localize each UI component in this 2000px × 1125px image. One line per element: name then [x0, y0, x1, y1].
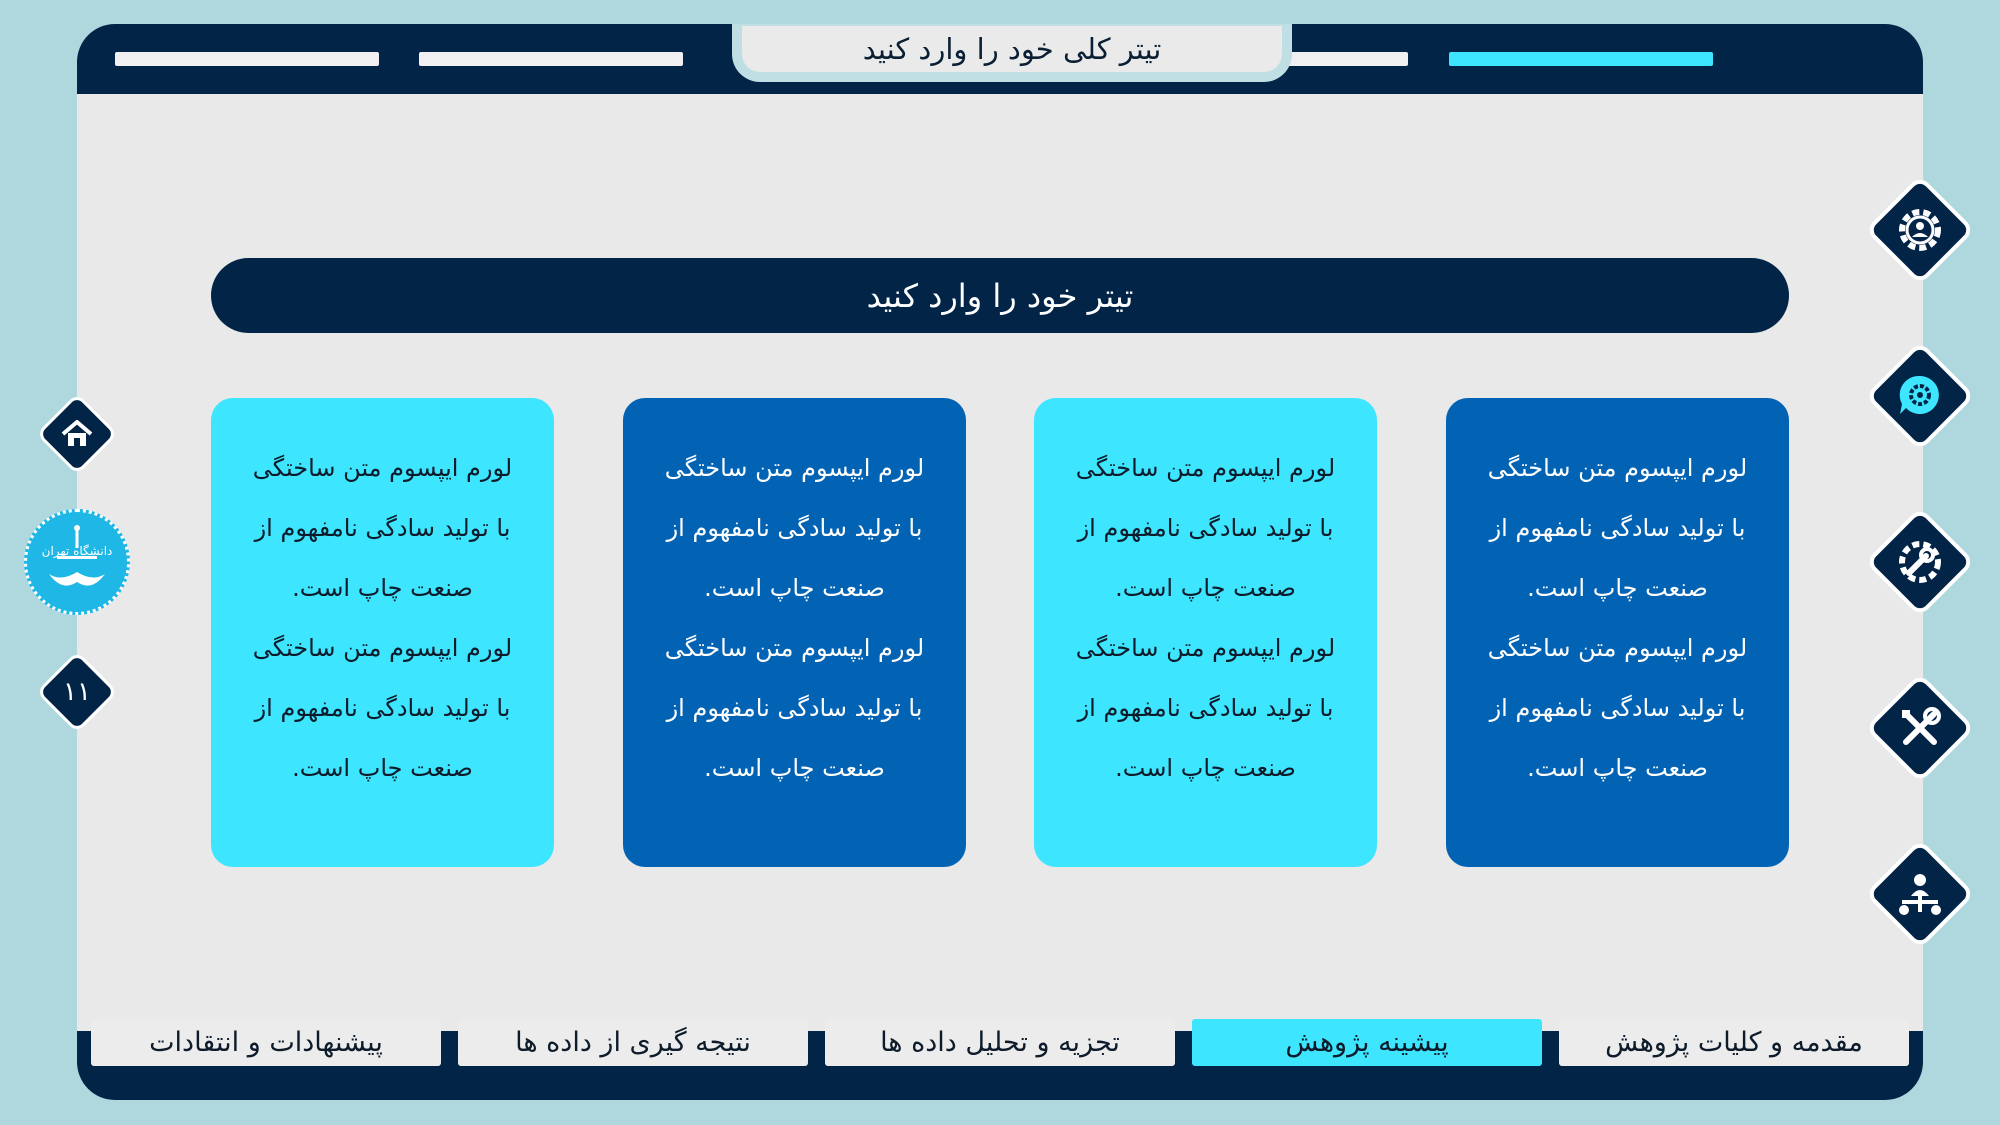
card-line: صنعت چاپ است. [704, 574, 885, 602]
nav-tab-literature-review[interactable]: پیشینه پژوهش [1192, 1019, 1542, 1066]
page-number-badge [36, 651, 118, 733]
card-line: با تولید سادگی نامفهوم از [254, 514, 511, 542]
card-line: با تولید سادگی نامفهوم از [1489, 694, 1746, 722]
card-line: لورم ایپسوم متن ساختگی [1487, 454, 1748, 482]
side-button-network-person[interactable] [1865, 839, 1975, 949]
nav-tab-data-analysis[interactable]: تجزیه و تحلیل داده ها [825, 1019, 1175, 1066]
side-button-wrench-gear[interactable] [1865, 507, 1975, 617]
tools-icon [1865, 673, 1975, 783]
nav-tab-introduction[interactable]: مقدمه و کلیات پژوهش [1559, 1019, 1909, 1066]
main-title: تیتر کلی خود را وارد کنید [742, 26, 1282, 72]
nav-tab-suggestions[interactable]: پیشنهادات و انتقادات [91, 1019, 441, 1066]
card-line: با تولید سادگی نامفهوم از [1077, 514, 1334, 542]
content-card-1 [1446, 398, 1789, 867]
side-button-gear-person[interactable] [1865, 175, 1975, 285]
card-line: لورم ایپسوم متن ساختگی [1487, 634, 1748, 662]
wrench-gear-icon [1865, 507, 1975, 617]
side-button-tools[interactable] [1865, 673, 1975, 783]
progress-step-4 [115, 52, 379, 66]
card-line: صنعت چاپ است. [1527, 754, 1708, 782]
content-card-4 [211, 398, 554, 867]
home-button[interactable] [36, 393, 118, 475]
card-line: لورم ایپسوم متن ساختگی [252, 454, 513, 482]
gear-chat-icon [1865, 341, 1975, 451]
card-line: لورم ایپسوم متن ساختگی [252, 634, 513, 662]
card-line: صنعت چاپ است. [1115, 574, 1296, 602]
nav-tab-conclusion[interactable]: نتیجه گیری از داده ها [458, 1019, 808, 1066]
section-title: تیتر خود را وارد کنید [211, 258, 1789, 333]
card-line: لورم ایپسوم متن ساختگی [664, 454, 925, 482]
card-line: با تولید سادگی نامفهوم از [666, 694, 923, 722]
card-line: صنعت چاپ است. [292, 574, 473, 602]
page-number: ۱۱ [63, 677, 91, 707]
side-button-gear-chat[interactable] [1865, 341, 1975, 451]
university-logo [24, 509, 130, 615]
card-line: لورم ایپسوم متن ساختگی [664, 634, 925, 662]
card-line: با تولید سادگی نامفهوم از [1489, 514, 1746, 542]
card-line: با تولید سادگی نامفهوم از [666, 514, 923, 542]
content-card-3 [623, 398, 966, 867]
card-line: لورم ایپسوم متن ساختگی [1075, 634, 1336, 662]
card-line: صنعت چاپ است. [1115, 754, 1296, 782]
gear-person-icon [1865, 175, 1975, 285]
home-icon [36, 393, 118, 475]
card-line: با تولید سادگی نامفهوم از [1077, 694, 1334, 722]
card-line: با تولید سادگی نامفهوم از [254, 694, 511, 722]
card-line: لورم ایپسوم متن ساختگی [1075, 454, 1336, 482]
card-line: صنعت چاپ است. [1527, 574, 1708, 602]
card-line: صنعت چاپ است. [704, 754, 885, 782]
card-line: صنعت چاپ است. [292, 754, 473, 782]
logo-text: دانشگاه تهران [41, 544, 113, 558]
content-card-2 [1034, 398, 1377, 867]
network-person-icon [1865, 839, 1975, 949]
progress-step-1 [1449, 52, 1713, 66]
progress-step-3 [419, 52, 683, 66]
